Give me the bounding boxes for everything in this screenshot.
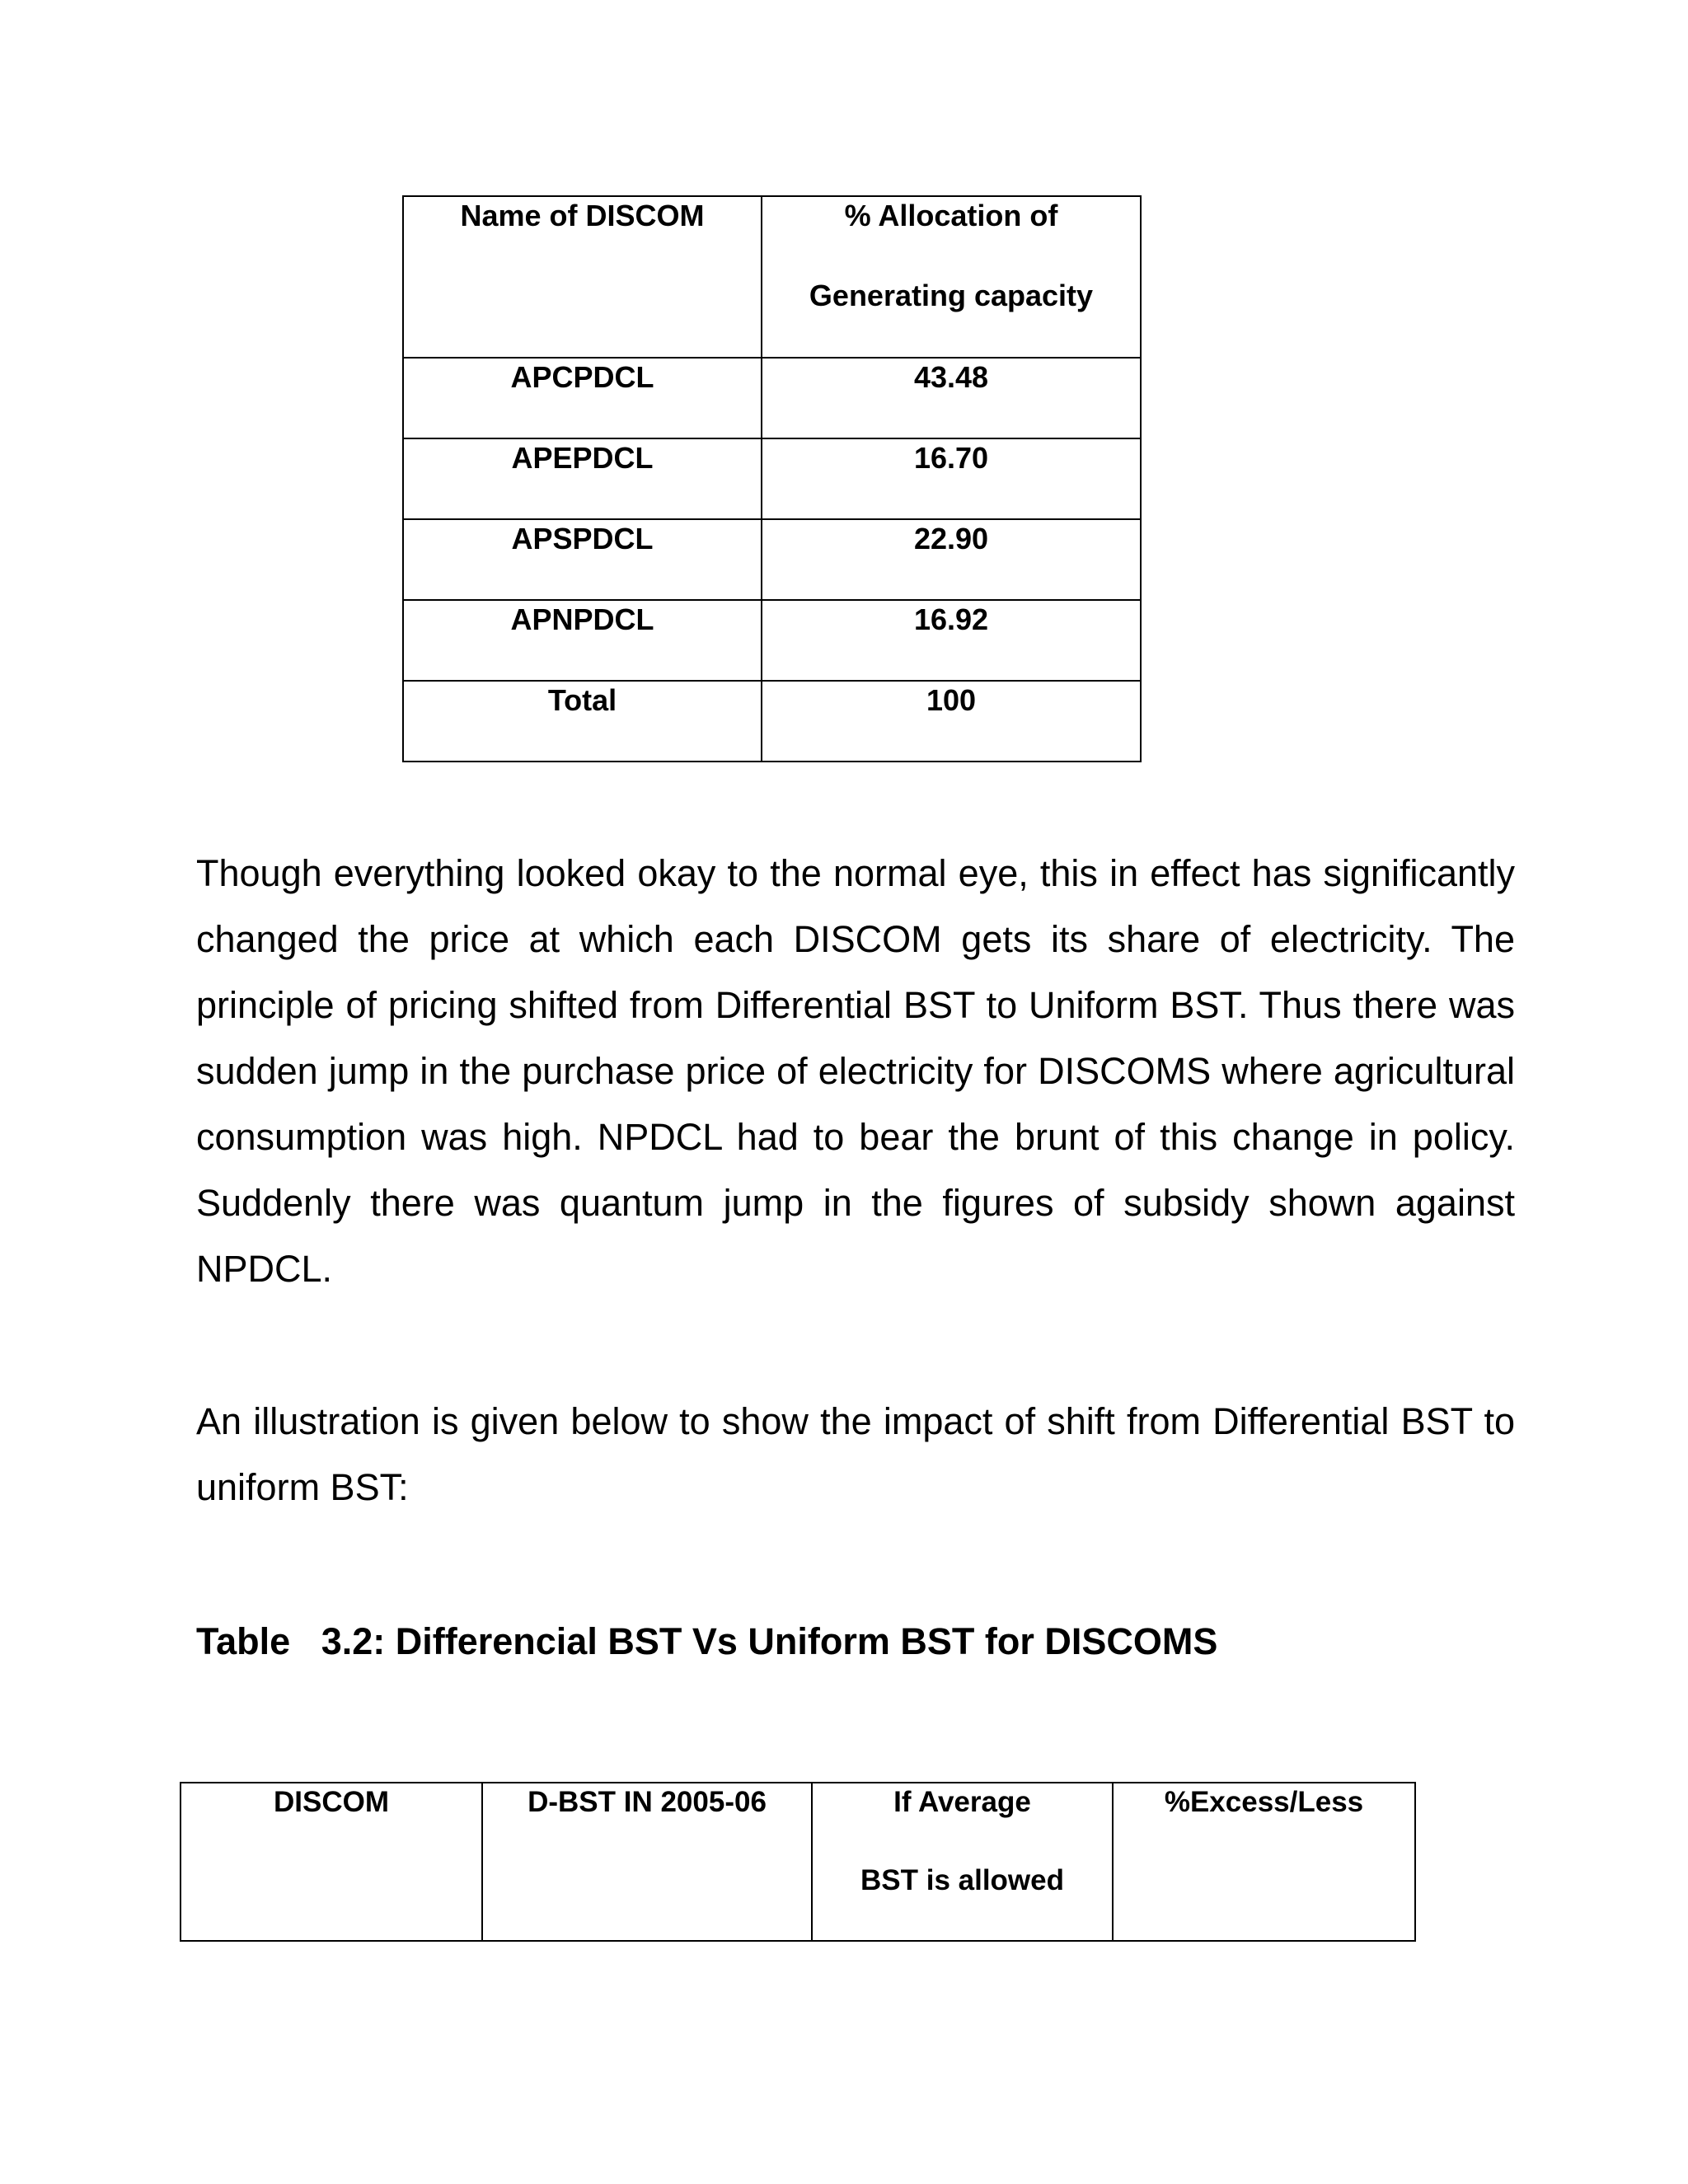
paragraph-illustration-intro: An illustration is given below to show the impact of shift from Differential BST to uniform BST: (196, 1400, 1515, 1508)
header-dbst: D-BST IN 2005-06 (528, 1786, 767, 1818)
discom-name: APEPDCL (511, 441, 654, 475)
allocation-value-cell (762, 600, 1141, 681)
allocation-value: 43.48 (913, 360, 989, 394)
header-cell-dbst (482, 1783, 812, 1941)
header-allocation-line1: % Allocation of (844, 199, 1058, 232)
allocation-value: 16.70 (913, 441, 989, 475)
table-caption: Table 3.2: Differencial BST Vs Uniform BST for DISCOMS (196, 1620, 1218, 1662)
discom-name: APSPDCL (511, 522, 654, 555)
header-cell-excess-less (1113, 1783, 1415, 1941)
header-name-of-discom: Name of DISCOM (460, 199, 705, 232)
allocation-value: 16.92 (913, 602, 989, 636)
allocation-value-cell (762, 358, 1141, 438)
allocation-value: 22.90 (913, 522, 989, 555)
allocation-table-header-row (403, 196, 1141, 358)
header-cell-average-bst (812, 1783, 1113, 1941)
discom-name-cell (403, 600, 762, 681)
total-label: Total (547, 683, 617, 717)
discom-name-cell (403, 358, 762, 438)
paragraph-bst-shift: Though everything looked okay to the normal eye, this in effect has significantly changed the price at which each DISCOM gets its share of electricity. The principle of pricing shifted from Differential BST to Uniform BST. Thus there was sudden jump in the purchase price of electricity for DISCOMS where agricultural consumption was high. NPDCL had to bear the brunt of this change in policy. Suddenly there was quantum jump in the figures of subsidy shown against NPDCL. (196, 852, 1515, 1290)
header-cell-allocation (762, 196, 1141, 358)
table-row-total (403, 681, 1141, 762)
allocation-value-cell (762, 519, 1141, 600)
allocation-value-cell (762, 438, 1141, 519)
total-value: 100 (926, 683, 977, 717)
discom-name-cell (403, 519, 762, 600)
discom-name: APCPDCL (510, 360, 654, 394)
bst-table-header-row (181, 1783, 1415, 1941)
bst-table (180, 1782, 1416, 1942)
header-cell-discom (181, 1783, 482, 1941)
table-row (403, 600, 1141, 681)
header-discom: DISCOM (274, 1786, 389, 1818)
header-average-bst-line1: If Average (893, 1786, 1031, 1818)
allocation-table (402, 195, 1142, 762)
table-row (403, 519, 1141, 600)
table-row (403, 438, 1141, 519)
header-cell-name-of-discom (403, 196, 762, 358)
table-row (403, 358, 1141, 438)
header-allocation-line2: Generating capacity (809, 279, 1094, 312)
total-label-cell (403, 681, 762, 762)
discom-name-cell (403, 438, 762, 519)
total-value-cell (762, 681, 1141, 762)
header-average-bst-line2: BST is allowed (860, 1864, 1064, 1896)
discom-name: APNPDCL (510, 602, 654, 636)
header-excess-less: %Excess/Less (1164, 1786, 1364, 1818)
